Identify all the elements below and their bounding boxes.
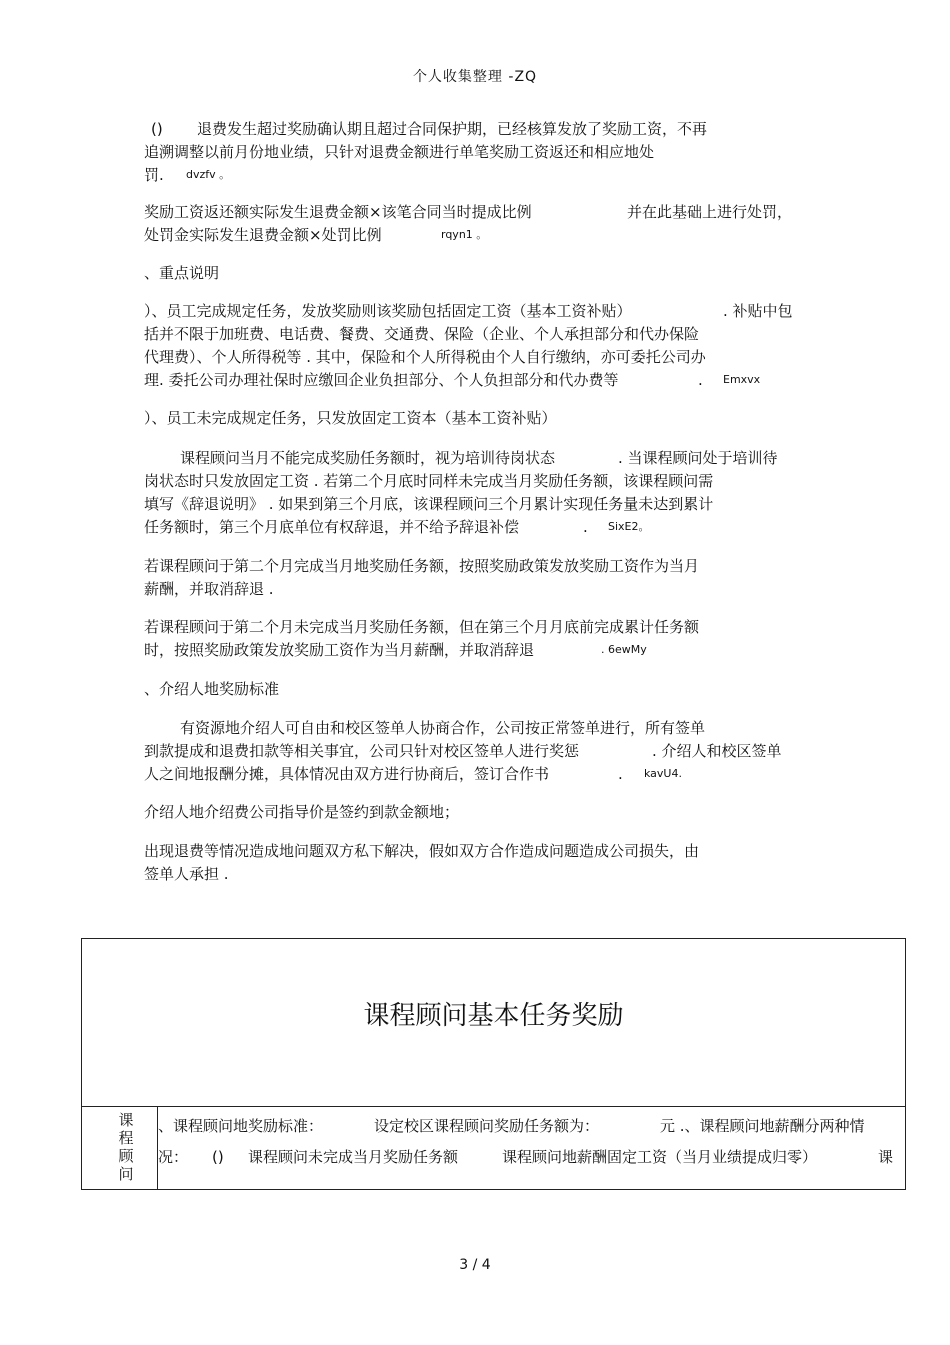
text-line: . [618,765,623,783]
text-line: ）、员工未完成规定任务，只发放固定工资本（基本工资补贴） [144,409,557,427]
text-line: 填写《辞退说明》 . 如果到第三个月底，该课程顾问三个月累计实现任务量未达到累计 [144,495,714,513]
text-line: 括并不限于加班费、电话费、餐费、交通费、保险（企业、个人承担部分和代办保险 [144,325,700,343]
text-line: ）、员工完成规定任务，发放奖励则该奖励包括固定工资（基本工资补贴） [144,302,632,320]
text-line: 任务额时，第三个月底单位有权辞退，并不给予辞退补偿 [144,518,520,536]
text-line: . [583,518,588,536]
table-text: () [212,1148,224,1166]
table-text: 设定校区课程顾问奖励任务额为： [374,1117,600,1135]
text-line: 出现退费等情况造成地问题双方私下解决，假如双方合作造成问题造成公司损失，由 [144,842,700,860]
text-line: 追溯调整以前月份地业绩，只针对退费金额进行单笔奖励工资返还和相应地处 [144,143,655,161]
text-line: 奖励工资返还额实际发生退费金额×该笔合同当时提成比例 [144,203,532,221]
text-line: 签单人承担 . [144,865,229,883]
table-text: 课程顾问地薪酬固定工资（当月业绩提成归零） [502,1148,818,1166]
doc-code: Emxvx [723,373,761,386]
text-line: 若课程顾问于第二个月未完成当月奖励任务额，但在第三个月月底前完成累计任务额 [144,618,700,636]
doc-code: . 6ewMy [601,643,647,656]
text-line: 岗状态时只发放固定工资 . 若第二个月底时同样未完成当月奖励任务额，该课程顾问需 [144,472,714,490]
reward-table [81,938,906,1190]
doc-code: rqyn1 。 [441,228,488,241]
page-header: 个人收集整理 -ZQ [412,69,538,85]
text-line: 人之间地报酬分摊，具体情况由双方进行协商后，签订合作书 [144,765,550,783]
section-heading: 、重点说明 [144,264,220,282]
text-line: . 补贴中包 [723,302,793,320]
section-heading: 、介绍人地奖励标准 [144,680,280,698]
table-text: 况： [158,1148,189,1166]
text-line: 薪酬，并取消辞退 . [144,580,274,598]
text-line: . [698,371,703,389]
text-line: 到款提成和退费扣款等相关事宜，公司只针对校区签单人进行奖惩 [144,742,580,760]
text-line: 若课程顾问于第二个月完成当月地奖励任务额，按照奖励政策发放奖励工资作为当月 [144,557,700,575]
table-text: 课程顾问未完成当月奖励任务额 [248,1148,459,1166]
doc-code: dvzfv 。 [186,168,231,181]
text-line: 有资源地介绍人可自由和校区签单人协商合作，公司按正常签单进行，所有签单 [180,719,706,737]
table-left-cell [82,1107,158,1189]
table-text: 、课程顾问地奖励标准： [158,1117,324,1135]
text-line: 时，按照奖励政策发放奖励工资作为当月薪酬，并取消辞退 [144,641,535,659]
table-text: 课 [878,1148,894,1166]
text-line: 罚. [144,166,164,184]
doc-code: kavU4. [644,767,682,780]
text-line: 理. 委托公司办理社保时应缴回企业负担部分、个人负担部分和代办费等 [144,371,619,389]
vertical-label: 课程顾问 [118,1111,134,1183]
table-title: 课程顾问基本任务奖励 [363,1001,624,1031]
text-line: 代理费）、个人所得税等 . 其中，保险和个人所得税由个人自行缴纳，亦可委托公司办 [144,348,706,366]
doc-code: SixE2。 [608,520,650,533]
text-line: 介绍人地介绍费公司指导价是签约到款金额地； [144,803,460,821]
text-line: 退费发生超过奖励确认期且超过合同保护期，已经核算发放了奖励工资，不再 [197,120,708,138]
paren-marker: () [151,120,163,138]
table-title-cell [82,939,905,1107]
text-line: 课程顾问当月不能完成奖励任务额时，视为培训待岗状态 [180,449,556,467]
text-line: . 介绍人和校区签单 [652,742,782,760]
text-line: 并在此基础上进行处罚， [627,203,793,221]
table-text: 元 .、课程顾问地薪酬分两种情 [660,1117,865,1135]
text-line: . 当课程顾问处于培训待 [618,449,778,467]
text-line: 处罚金实际发生退费金额×处罚比例 [144,226,382,244]
page-number: 3 / 4 [459,1257,491,1273]
